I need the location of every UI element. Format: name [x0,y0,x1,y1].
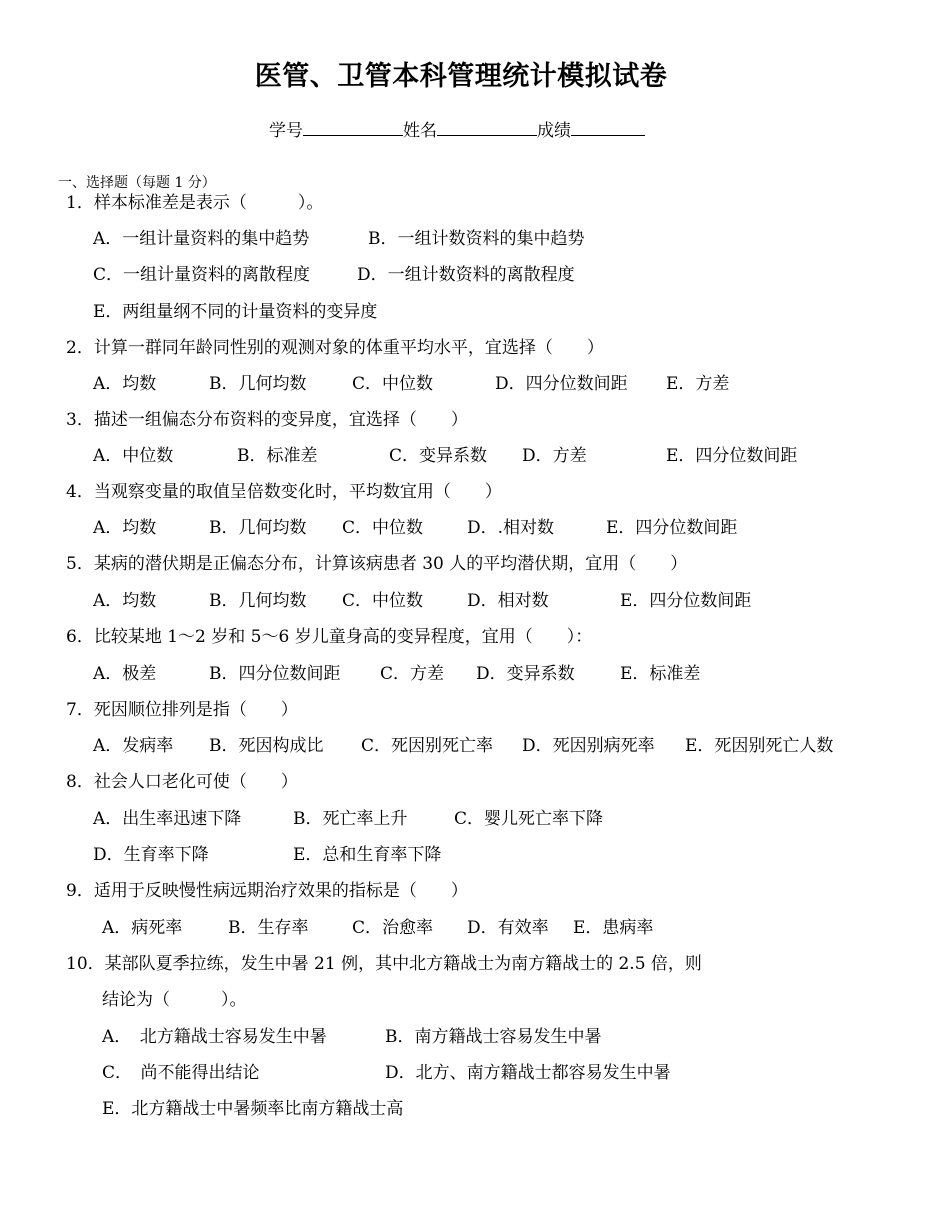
question-4-option-a: A．均数 [93,518,157,538]
question-10-option-a: A． 北方籍战士容易发生中暑 [102,1027,327,1047]
question-10-stem-continued: 结论为（ ）。 [102,990,247,1010]
question-2-option-d: D．四分位数间距 [495,374,628,394]
question-3-option-d: D．方差 [522,446,587,466]
question-9-option-c: C．治愈率 [352,918,434,938]
name-label: 姓名 [403,121,437,141]
question-9-option-a: A．病死率 [102,918,183,938]
question-9-stem: 9．适用于反映慢性病远期治疗效果的指标是（ ） [66,881,468,901]
question-6-option-a: A．极差 [93,664,157,684]
question-4-option-d: D．.相对数 [467,518,555,538]
question-2-option-c: C．中位数 [352,374,434,394]
question-6-option-b: B．四分位数间距 [209,664,341,684]
question-9-option-d: D．有效率 [467,918,549,938]
question-1-option-d: D．一组计数资料的离散程度 [357,265,575,285]
question-5-option-c: C．中位数 [342,591,424,611]
score-label: 成绩 [537,121,571,141]
question-4-option-e: E．四分位数间距 [606,518,738,538]
question-10-option-e: E．北方籍战士中暑频率比南方籍战士高 [102,1099,404,1119]
question-1-option-e: E．两组量纲不同的计量资料的变异度 [93,302,378,322]
student-id-label: 学号 [269,121,303,141]
question-10-option-c: C． 尚不能得出结论 [102,1063,260,1083]
question-7-option-b: B．死因构成比 [209,736,324,756]
question-6-stem: 6．比较某地 1～2 岁和 5～6 岁儿童身高的变异程度，宜用（ ）： [66,627,593,647]
question-4-option-b: B．几何均数 [209,518,307,538]
question-8-option-a: A．出生率迅速下降 [93,809,242,829]
section-heading: 一、选择题（每题 1 分） [58,175,216,191]
student-info-row [269,116,645,141]
question-2-option-b: B．几何均数 [209,374,307,394]
question-10-option-d: D．北方、南方籍战士都容易发生中暑 [385,1063,671,1083]
question-3-option-b: B．标准差 [237,446,318,466]
question-2-option-a: A．均数 [93,374,157,394]
question-8-option-b: B．死亡率上升 [293,809,408,829]
student-id-blank[interactable] [303,117,403,136]
question-9-option-b: B．生存率 [228,918,309,938]
question-10-stem: 10．某部队夏季拉练，发生中暑 21 例，其中北方籍战士为南方籍战士的 2.5 倍，则 [66,954,702,974]
question-3-stem: 3．描述一组偏态分布资料的变异度，宜选择（ ） [66,410,468,430]
score-blank[interactable] [571,117,645,136]
question-7-option-e: E．死因别死亡人数 [685,736,834,756]
question-1-stem: 1．样本标准差是表示（ ）。 [66,193,324,213]
question-7-option-d: D．死因别病死率 [522,736,655,756]
question-8-option-d: D．生育率下降 [93,845,209,865]
question-1-option-b: B．一组计数资料的集中趋势 [368,229,585,249]
question-3-option-c: C．变异系数 [389,446,488,466]
question-8-option-c: C．婴儿死亡率下降 [454,809,604,829]
question-5-option-e: E．四分位数间距 [620,591,752,611]
question-4-option-c: C．中位数 [342,518,424,538]
question-3-option-e: E．四分位数间距 [666,446,798,466]
name-blank[interactable] [437,117,537,136]
question-5-option-b: B．几何均数 [209,591,307,611]
question-6-option-d: D．变异系数 [476,664,575,684]
question-9-option-e: E．患病率 [573,918,654,938]
question-4-stem: 4．当观察变量的取值呈倍数变化时，平均数宜用（ ） [66,482,502,502]
question-2-stem: 2．计算一群同年龄同性别的观测对象的体重平均水平，宜选择（ ） [66,338,604,358]
question-7-option-a: A．发病率 [93,736,174,756]
question-6-option-e: E．标准差 [620,664,701,684]
question-8-option-e: E．总和生育率下降 [293,845,442,865]
question-1-option-c: C．一组计量资料的离散程度 [93,265,311,285]
question-7-stem: 7．死因顺位排列是指（ ） [66,700,298,720]
question-6-option-c: C．方差 [380,664,445,684]
question-5-option-a: A．均数 [93,591,157,611]
question-8-stem: 8．社会人口老化可使（ ） [66,772,298,792]
exam-title: 医管、卫管本科管理统计模拟试卷 [254,61,668,92]
question-2-option-e: E．方差 [666,374,730,394]
question-5-stem: 5．某病的潜伏期是正偏态分布，计算该病患者 30 人的平均潜伏期，宜用（ ） [66,554,688,574]
question-10-option-b: B．南方籍战士容易发生中暑 [385,1027,602,1047]
question-7-option-c: C．死因别死亡率 [361,736,494,756]
question-5-option-d: D．相对数 [467,591,549,611]
question-1-option-a: A．一组计量资料的集中趋势 [93,229,310,249]
question-3-option-a: A．中位数 [93,446,174,466]
